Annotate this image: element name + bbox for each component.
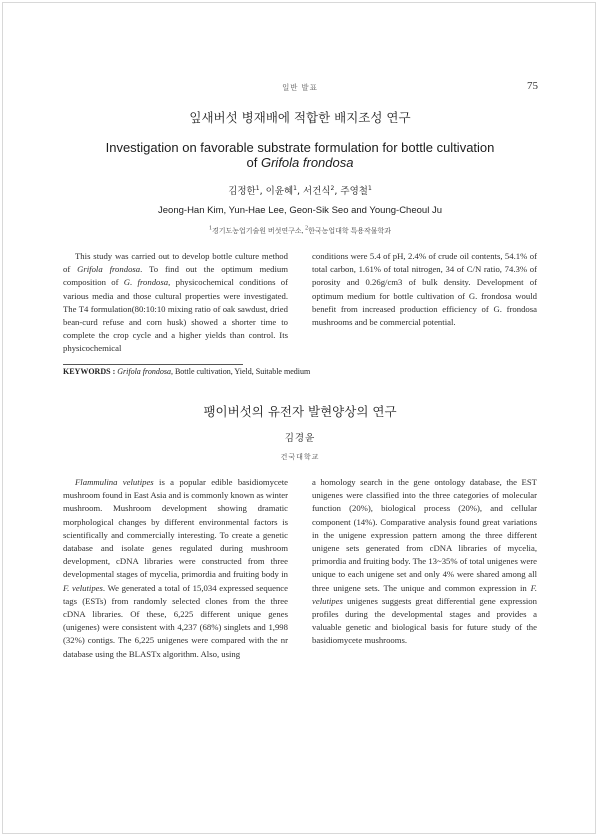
keywords-rest: , Bottle cultivation, Yield, Suitable medium	[170, 367, 311, 376]
keywords-species: Grifola frondosa	[117, 367, 171, 376]
author-sep: ,	[334, 186, 341, 197]
article1-authors-ko	[0, 183, 600, 197]
author-sep: ,	[259, 186, 266, 197]
article2-body-left-paragraph	[63, 476, 288, 661]
keywords-divider	[63, 364, 243, 365]
species-name: G. frondosa	[123, 277, 169, 288]
article2-title-ko: 팽이버섯의 유전자 발현양상의 연구	[203, 404, 397, 419]
keywords-label: KEYWORDS :	[63, 367, 118, 376]
author-ko-3: 서건식	[303, 186, 331, 197]
body-text: a homology search in the gene ontology database, the EST unigenes were classified into the three categories of molecular function (20%), biological process (20%), and cellular component (14%). Comparative analysis found great variations in the unigene expression pattern among the three different unigene sets generated from cDNA libraries of mycelia, primordia and fruiting body. The 13~35% of total unigenes were unique to each unigene set and only 4% were shared among all three unigene sets. The unique and common expression in	[312, 477, 537, 593]
article1-title-en-line1: Investigation on favorable substrate formulation for bottle cultivation	[105, 140, 495, 155]
article2-author: 김경윤	[284, 433, 316, 444]
author-ko-1-sup: 1	[255, 184, 260, 192]
article2-affiliation: 건국대학교	[280, 453, 320, 461]
species-name: F. velutipes	[63, 582, 103, 593]
article1-abstract-left-paragraph	[63, 250, 288, 356]
affil-text-2: 한국농업대학 특용작물학과	[308, 227, 392, 235]
article1-keywords	[63, 367, 310, 376]
article1-title-en-line2	[60, 155, 540, 170]
species-name: Flammulina velutipes	[75, 477, 154, 487]
abstract-text: This study was carried out to develop bottle culture method of	[63, 251, 288, 275]
page-number: 75	[527, 80, 538, 92]
section-tag: 일반 발표	[282, 83, 318, 92]
abstract-text: . To find out the optimum medium composition of	[63, 264, 288, 288]
article1-abstract-right	[312, 250, 537, 329]
article1-title-ko: 잎새버섯 병재배에 적합한 배지조성 연구	[189, 110, 411, 125]
body-text: . We generated a total of 15,034 expressed sequence tags (ESTs) from randomly selected clones from the three cDNA libraries. Of these, 6,225 different unique genes (unigenes) were consistent with 4,237 (68%) singlets and 1,998 (32%) contigs. The 6,225 unigenes were compared with the nr database using the BLASTx algorithm. Also, using	[63, 582, 289, 659]
article1-authors-en: Jeong-Han Kim, Yun-Hae Lee, Geon-Sik Seo and Young-Cheoul Ju	[158, 205, 442, 216]
article2-body-left	[63, 476, 288, 661]
author-ko-1: 김정한	[228, 186, 256, 197]
species-name: F. velutipes	[312, 582, 537, 606]
author-ko-3-sup: 2	[330, 184, 335, 192]
article2-body-right	[312, 476, 537, 648]
author-ko-4: 주영철	[340, 186, 368, 197]
article1-affiliation	[0, 226, 600, 236]
affil-sup-1: 1	[208, 225, 212, 232]
author-ko-2-sup: 1	[293, 184, 297, 192]
affil-sup-2: 2	[305, 225, 309, 232]
abstract-text: , physicochemical conditions of various media and those cultural properties were investigated. The T4 formulation(80:10:10 mixing ratio of oak sawdust, dried bean-curd refuse and corn husk) showed a shorter time to complete the crop cycle and a higher yields than control. Its physicochemical	[63, 277, 288, 354]
article2-body-right-paragraph	[312, 476, 537, 648]
article1-title-en-of: of	[246, 155, 261, 170]
article1-abstract-right-paragraph: conditions were 5.4 of pH, 2.4% of crude oil contents, 54.1% of total carbon, 1.61% of total nitrogen, 34 of C/N ratio, 74.3% of porosity and 0.26g/cm3 of bulk density. Development of optimum medium for bottle cultivation of G. frondosa would benefit from increased production efficiency of G. frondosa mushrooms and be commercial potential.	[312, 251, 537, 328]
affil-text-1: 경기도농업기술원 버섯연구소,	[211, 227, 306, 235]
article1-abstract-left	[63, 250, 288, 356]
article1-title-en	[60, 140, 540, 170]
author-ko-4-sup: 1	[367, 184, 372, 192]
body-text: unigenes suggests great differential gene expression profiles during the developmental stages and provides a valuable genetic and biological basis for future study of the basidiomycete mushrooms.	[312, 595, 537, 646]
author-ko-2: 이윤혜	[265, 186, 294, 197]
author-sep: ,	[296, 186, 304, 197]
body-text: is a popular edible basidiomycete mushroom found in East Asia and is commonly known as winter mushroom. Mushroom development showing dramatic morphological changes by different environmental factors is scientifically and commercially interesting. To create a genetic database and isolate genes regulated during mushroom development, cDNA libraries were constructed from three developmental stages of mycelia, primordia and fruiting body in	[63, 477, 289, 580]
article1-title-en-species: Grifola frondosa	[260, 155, 354, 170]
species-name: Grifola frondosa	[77, 264, 141, 275]
